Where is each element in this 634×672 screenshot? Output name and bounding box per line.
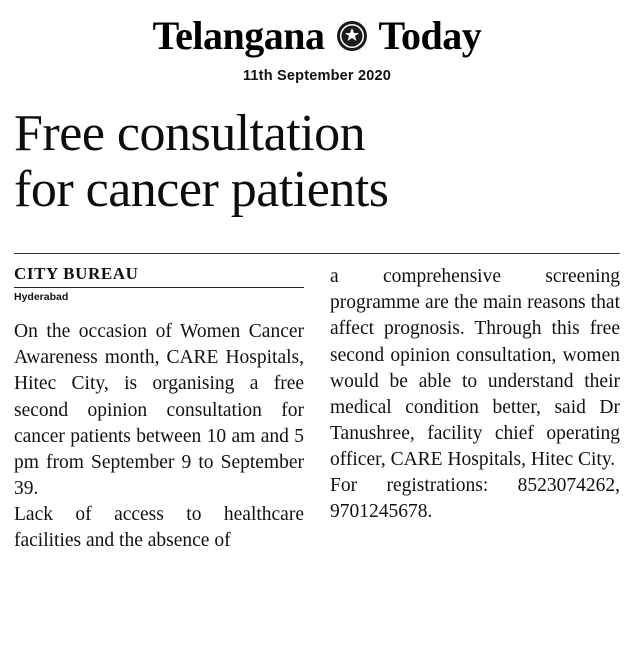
article-paragraph: For registrations: 8523074262, 9701245678. <box>330 475 620 523</box>
article-paragraph: On the occasion of Women Cancer Awareness month, CARE Hospitals, Hitec City, is organising a free second opinion consultation for cancer patients between 10 am and 5 pm from September 9 to September 39. <box>14 321 304 499</box>
publication-date: 11th September 2020 <box>242 68 392 84</box>
masthead <box>14 0 620 56</box>
masthead-title-left: Telangana <box>152 13 325 58</box>
article-paragraph: Lack of access to healthcare facilities and the absence of <box>14 504 304 552</box>
article-paragraph: a comprehensive screening programme are the main reasons that affect prognosis. Through this free second opinion consultation, women would be able to understand their medical condition better, said Dr Tanushree, facility chief operating officer, CARE Hospitals, Hitec City. <box>330 266 620 471</box>
page-title <box>14 106 620 218</box>
article-columns <box>14 264 620 554</box>
masthead-title-right: Today <box>378 13 482 58</box>
headline-line-1: Free consultation <box>14 105 366 162</box>
byline-location: Hyderabad <box>14 291 69 304</box>
byline-author: CITY BUREAU <box>14 264 139 284</box>
article-column-right <box>330 264 620 554</box>
emblem-circle-icon <box>335 19 369 53</box>
byline-divider <box>14 287 304 288</box>
article-column-left <box>14 264 304 554</box>
headline-line-2: for cancer patients <box>14 161 389 219</box>
headline-divider <box>14 253 620 254</box>
